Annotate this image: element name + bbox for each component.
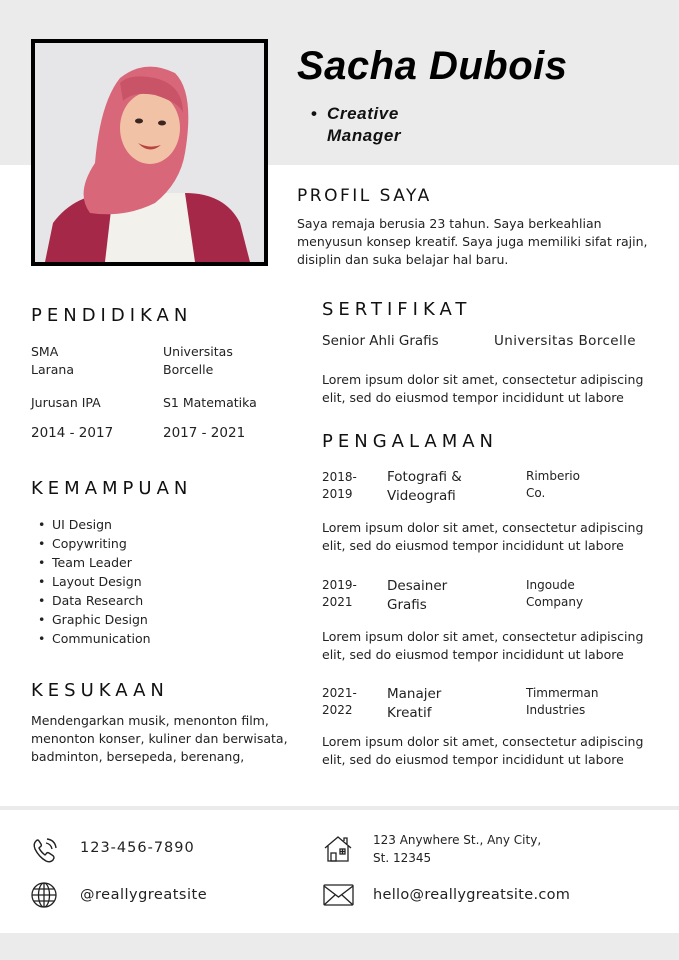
email-address[interactable]: hello@reallygreatsite.com [373,887,571,903]
certificate-name: Senior Ahli Grafis [322,333,439,349]
education-school-2: Universitas Borcelle [163,344,233,377]
skill-item: • Layout Design [38,572,151,591]
portrait-illustration [35,43,264,262]
hobbies-text: Mendengarkan musik, menonton film, menonton konser, kuliner dan berwisata, badminton, bersepeda, berenang, [31,713,288,764]
education-major-2: S1 Matematika [163,395,257,410]
certificate-description: Lorem ipsum dolor sit amet, consectetur adipiscing elit, sed do eiusmod tempor incididunt ut labore [322,372,644,405]
certificate-section-title: SERTIFIKAT [322,299,472,320]
envelope-icon [323,884,354,906]
education-section-title: PENDIDIKAN [31,305,193,326]
experience-years: 2021- 2022 [322,686,357,717]
profile-section-title: PROFIL SAYA [297,186,432,206]
experience-years: 2018- 2019 [322,470,357,501]
certificate-issuer: Universitas Borcelle [494,333,637,349]
skill-item: • Data Research [38,591,151,610]
experience-years: 2019- 2021 [322,578,357,609]
footer-divider [0,806,679,810]
experience-role: Desainer Grafis [387,578,448,613]
experience-company: Rimberio Co. [526,469,580,500]
phone-icon [30,835,60,865]
skill-item: • Copywriting [38,534,151,553]
job-title [311,103,437,147]
experience-description: Lorem ipsum dolor sit amet, consectetur adipiscing elit, sed do eiusmod tempor incididunt ut labore [322,520,644,553]
experience-company: Timmerman Industries [526,686,599,717]
skills-list [38,515,151,648]
skills-section-title: KEMAMPUAN [31,478,193,499]
experience-role: Manajer Kreatif [387,686,442,721]
candidate-name: Sacha Dubois [297,44,568,88]
education-years-2: 2017 - 2021 [163,425,246,441]
hobbies-section-title: KESUKAAN [31,680,169,701]
house-icon [323,834,353,864]
education-school-1: SMA Larana [31,344,75,377]
experience-description: Lorem ipsum dolor sit amet, consectetur adipiscing elit, sed do eiusmod tempor incididunt ut labore [322,734,644,767]
experience-section-title: PENGALAMAN [322,431,499,452]
education-years-1: 2014 - 2017 [31,425,114,441]
footer-background-band [0,933,679,960]
experience-role: Fotografi & Videografi [387,469,462,504]
skill-item: • Graphic Design [38,610,151,629]
experience-description: Lorem ipsum dolor sit amet, consectetur adipiscing elit, sed do eiusmod tempor incididunt ut labore [322,629,644,662]
phone-number[interactable]: 123-456-7890 [80,840,195,856]
skill-item: • Team Leader [38,553,151,572]
address[interactable]: 123 Anywhere St., Any City, St. 12345 [373,833,542,865]
skill-item: • UI Design [38,515,151,534]
profile-photo [31,39,268,266]
education-major-1: Jurusan IPA [31,395,101,410]
globe-icon [30,881,58,909]
profile-text: Saya remaja berusia 23 tahun. Saya berkeahlian menyusun konsep kreatif. Saya juga memiliki sifat rajin, disiplin dan suka belajar hal baru. [297,216,648,267]
website-handle[interactable]: @reallygreatsite [80,887,208,903]
job-title-item: • Creative Manager [311,103,437,147]
skill-item: • Communication [38,629,151,648]
experience-company: Ingoude Company [526,578,584,609]
